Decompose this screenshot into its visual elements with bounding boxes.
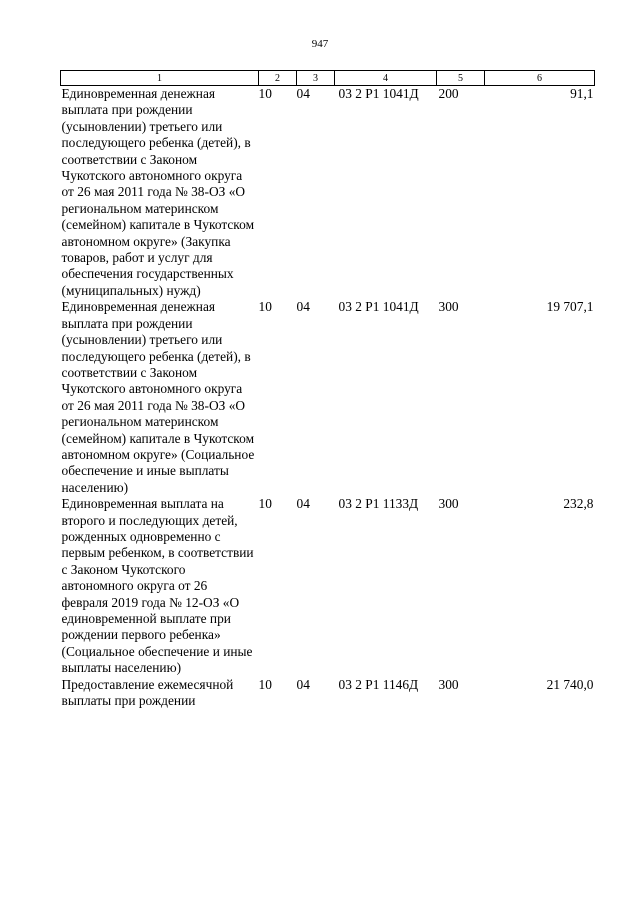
row-section: 10 bbox=[258, 299, 272, 315]
row-description: Единовременная денежная выплата при рождении (усыновлении) третьего или последующего ребенка (детей), в соответствии с Законом Чукотского автономного округа от 26 мая 2011 года № 38-ОЗ «О региональном материнском (семейном) капитале в Чукотском автономном округе» (Закупка товаров, работ и услуг для обеспечения государственных (муниципальных) нужд) bbox=[61, 86, 255, 298]
row-subsection: 04 bbox=[296, 299, 310, 315]
row-expense-type: 300 bbox=[438, 676, 459, 692]
row-target-article: 03 2 Р1 1041Д bbox=[338, 86, 419, 101]
row-subsection: 04 bbox=[296, 496, 310, 512]
column-header-2: 2 bbox=[259, 71, 297, 86]
row-section: 10 bbox=[258, 86, 272, 101]
column-header-3: 3 bbox=[297, 71, 335, 86]
row-amount: 21 740,0 bbox=[546, 676, 594, 692]
row-expense-type: 200 bbox=[438, 86, 459, 101]
column-header-1: 1 bbox=[61, 71, 259, 86]
column-number-header bbox=[61, 71, 595, 86]
budget-table bbox=[60, 70, 595, 709]
row-subsection: 04 bbox=[296, 86, 310, 101]
row-amount: 19 707,1 bbox=[546, 299, 594, 315]
row-target-article: 03 2 Р1 1133Д bbox=[338, 496, 419, 512]
row-amount: 91,1 bbox=[570, 86, 594, 101]
column-header-4: 4 bbox=[335, 71, 437, 86]
table-row bbox=[61, 299, 595, 496]
row-expense-type: 300 bbox=[438, 496, 459, 512]
column-header-5: 5 bbox=[437, 71, 485, 86]
row-amount: 232,8 bbox=[563, 496, 594, 512]
row-target-article: 03 2 Р1 1146Д bbox=[338, 676, 419, 692]
row-description: Единовременная выплата на второго и последующих детей, рожденных одновременно с первым ребенком, в соответствии с Законом Чукотского автономного округа от 26 февраля 2019 года № 12-ОЗ «О единовременной выплате при рождении первого ребенка» (Социальное обеспечение и иные выплаты населению) bbox=[61, 496, 254, 676]
row-expense-type: 300 bbox=[438, 299, 459, 315]
row-description: Предоставление ежемесячной выплаты при рождении bbox=[61, 676, 234, 709]
row-target-article: 03 2 Р1 1041Д bbox=[338, 299, 419, 315]
page-number: 947 bbox=[311, 38, 329, 50]
table-row bbox=[61, 496, 595, 676]
row-section: 10 bbox=[258, 496, 272, 512]
row-section: 10 bbox=[258, 676, 272, 692]
row-description: Единовременная денежная выплата при рождении (усыновлении) третьего или последующего ребенка (детей), в соответствии с Законом Чукотского автономного округа от 26 мая 2011 года № 38-ОЗ «О региональном материнском (семейном) капитале в Чукотском автономном округе» (Социальное обеспечение и иные выплаты населению) bbox=[61, 299, 255, 495]
row-subsection: 04 bbox=[296, 676, 310, 692]
column-header-6: 6 bbox=[485, 71, 595, 86]
table-row bbox=[61, 677, 595, 710]
table-row bbox=[61, 86, 595, 300]
